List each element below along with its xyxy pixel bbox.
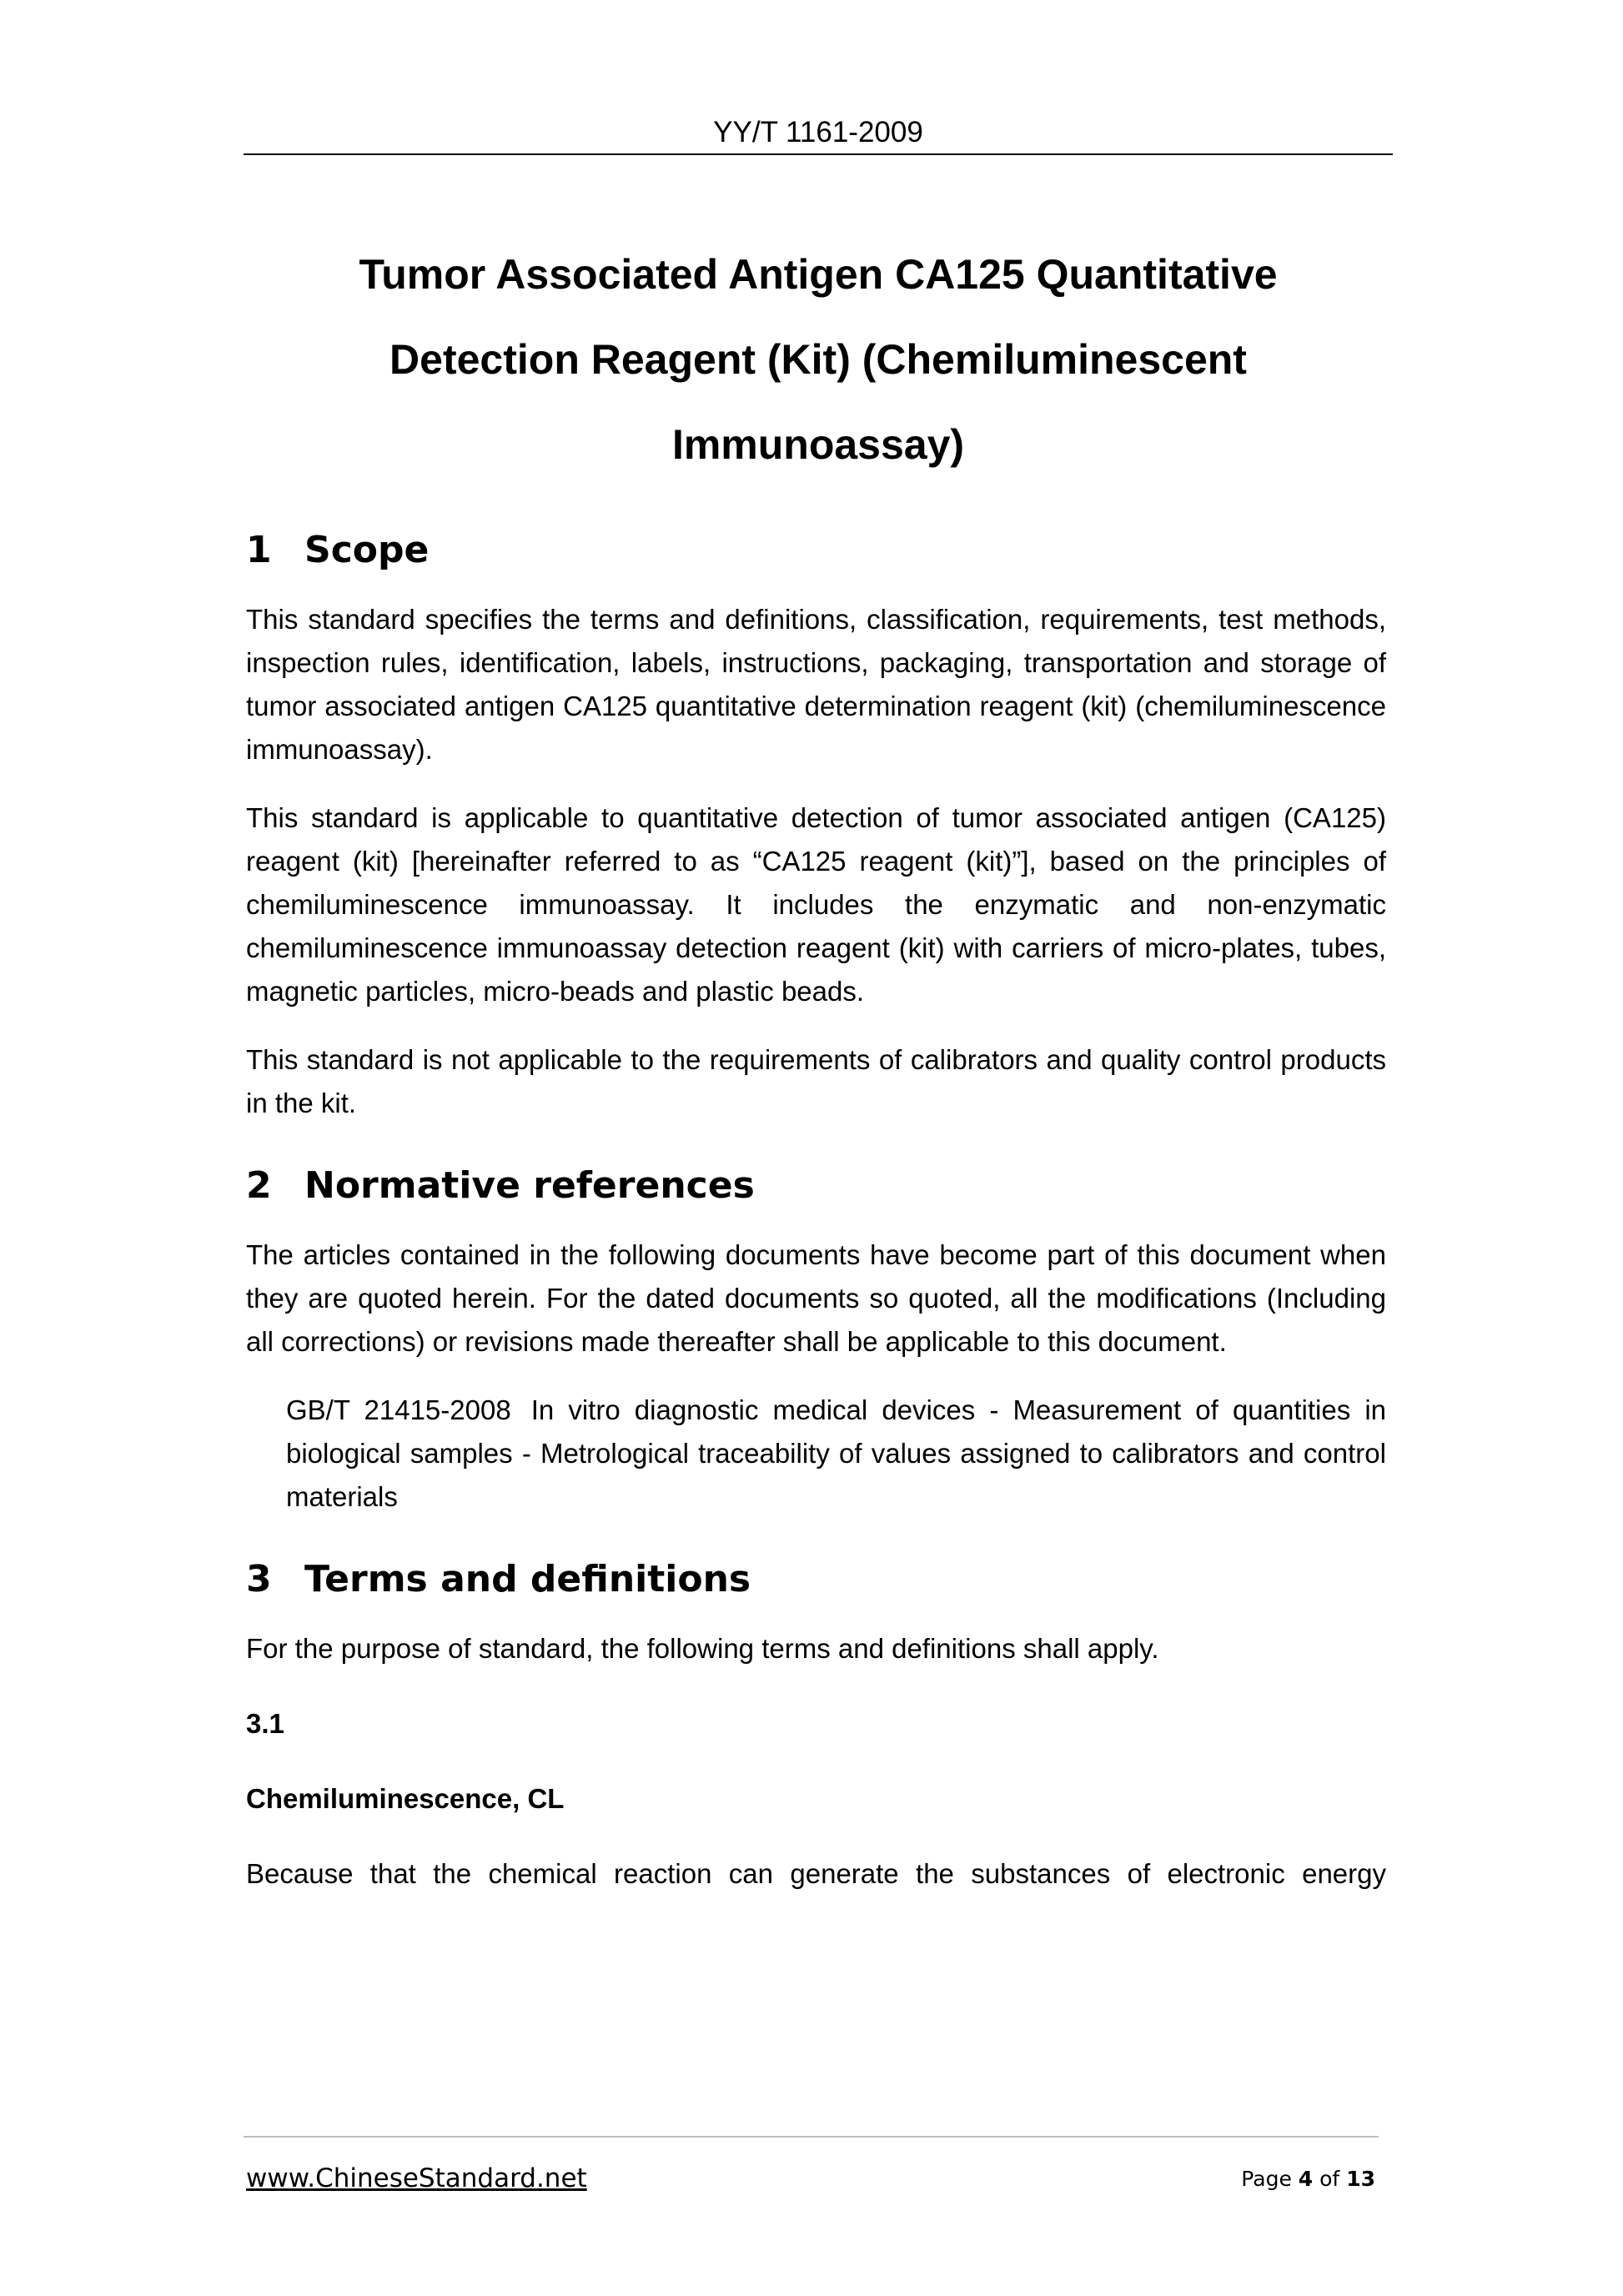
document-title [244,232,1393,487]
page-of: of [1319,2167,1340,2191]
terms-intro-paragraph: For the purpose of standard, the following terms and definitions shall apply. [246,1633,1159,1664]
title-line-2: Detection Reagent (Kit) (Chemiluminescent [389,336,1247,383]
title-line-3: Immunoassay) [671,421,965,468]
footer-rule [244,2136,1379,2138]
section-title: Terms and definitions [304,1558,751,1600]
scope-paragraph-1: This standard specifies the terms and definitions, classification, requirements, test methods, inspection rules, identification, labels, instructions, packaging, transportation and storage of tumor associated antigen CA125 quantitative determination reagent (kit) (chemiluminescence immunoassay). [246,604,1386,765]
section-number: 2 [246,1164,272,1207]
page-current: 4 [1298,2167,1314,2191]
header-rule [244,153,1393,155]
reference-title: In vitro diagnostic medical devices - Measurement of quantities in biological samples - Metrological traceability of values assigned to calibrators and control materials [286,1394,1387,1512]
title-line-1: Tumor Associated Antigen CA125 Quantitative [359,251,1278,298]
page-number [1241,2165,1375,2193]
page-word: Page [1241,2167,1292,2191]
term-name: Chemiluminescence, CL [246,1783,565,1814]
normative-paragraph: The articles contained in the following documents have become part of this document when they are quoted herein. For the dated documents so quoted, all the modifications (Including all corrections) or revisions made thereafter shall be applicable to this document. [246,1239,1386,1357]
section-number: 1 [246,529,272,571]
section-heading-terms-definitions [246,1555,1386,1605]
clause-number: 3.1 [246,1708,284,1739]
running-header: YY/T 1161-2009 [713,116,923,148]
reference-item [286,1389,1386,1519]
section-title: Scope [304,529,430,571]
term-definition-paragraph: Because that the chemical reaction can generate the substances of electronic energy [246,1858,1386,1889]
document-body [246,525,1386,1896]
page-total: 13 [1346,2167,1375,2191]
section-number: 3 [246,1558,272,1600]
reference-code: GB/T 21415-2008 [286,1394,511,1425]
section-heading-normative-references [246,1161,1386,1211]
scope-paragraph-2: This standard is applicable to quantitative detection of tumor associated antigen (CA125) reagent (kit) [hereinafter referred to as “CA125 reagent (kit)”], based on the principles of chemiluminescence immunoassay. It includes the enzymatic and non-enzymatic chemiluminescence immunoassay detection reagent (kit) with carriers of micro-plates, tubes, magnetic particles, micro-beads and plastic beads. [246,802,1386,1007]
section-heading-scope [246,525,1386,575]
scope-paragraph-3: This standard is not applicable to the requirements of calibrators and quality control products in the kit. [246,1044,1386,1118]
section-title: Normative references [304,1164,755,1207]
website-link[interactable]: www.ChineseStandard.net [246,2163,587,2193]
